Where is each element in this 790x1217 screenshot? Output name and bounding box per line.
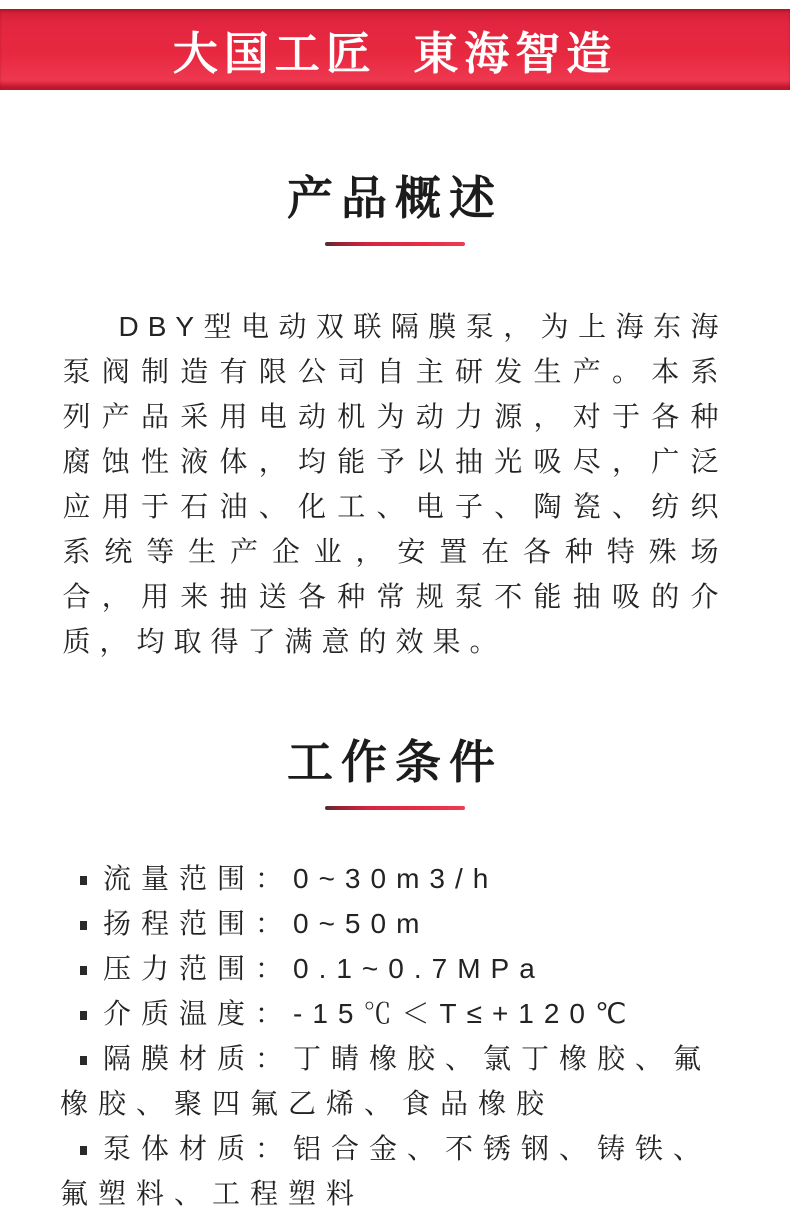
overview-paragraph: DBY型电动双联隔膜泵，为上海东海泵阀制造有限公司自主研发生产。本系列产品采用电动机为动力源，对于各种腐蚀性液体，均能予以抽光吸尽，广泛应用于石油、化工、电子、陶瓷、纺织系统等生产企业，安置在各种特殊场合，用来抽送各种常规泵不能抽吸的介质，均取得了满意的效果。 (62, 311, 728, 657)
working-conditions-title: 工作条件 (287, 736, 503, 788)
bullet-icon (80, 966, 87, 975)
bullet-icon (80, 876, 87, 885)
spec-item-pressure-range (60, 946, 730, 991)
bullet-icon (80, 921, 87, 930)
spec-text: 泵体材质：铝合金、不锈钢、铸铁、氟塑料、工程塑料 (60, 1133, 712, 1209)
title-underline (325, 242, 465, 246)
banner-title: 大国工匠 東海智造 (172, 28, 618, 79)
spec-text: 介质温度：-15℃＜T≤+120℃ (103, 998, 637, 1029)
banner (0, 9, 790, 90)
bullet-icon (80, 1011, 87, 1020)
spec-text: 扬程范围：0~50m (103, 908, 430, 939)
spec-text: 压力范围：0.1~0.7MPa (103, 953, 545, 984)
bullet-icon (80, 1146, 87, 1155)
section-overview (0, 162, 790, 664)
spec-item-flow-range (60, 856, 730, 901)
spec-item-pump-body-material (60, 1126, 730, 1216)
spec-text: 隔膜材质：丁睛橡胶、氯丁橡胶、氟橡胶、聚四氟乙烯、食品橡胶 (60, 1043, 712, 1119)
spec-text: 流量范围：0~30m3/h (103, 863, 499, 894)
overview-title: 产品概述 (287, 172, 503, 224)
spec-item-head-range (60, 901, 730, 946)
spec-list (60, 856, 730, 1216)
title-underline (325, 806, 465, 810)
section-working-conditions (0, 726, 790, 1216)
spec-item-medium-temperature (60, 991, 730, 1036)
bullet-icon (80, 1056, 87, 1065)
spec-item-diaphragm-material (60, 1036, 730, 1126)
